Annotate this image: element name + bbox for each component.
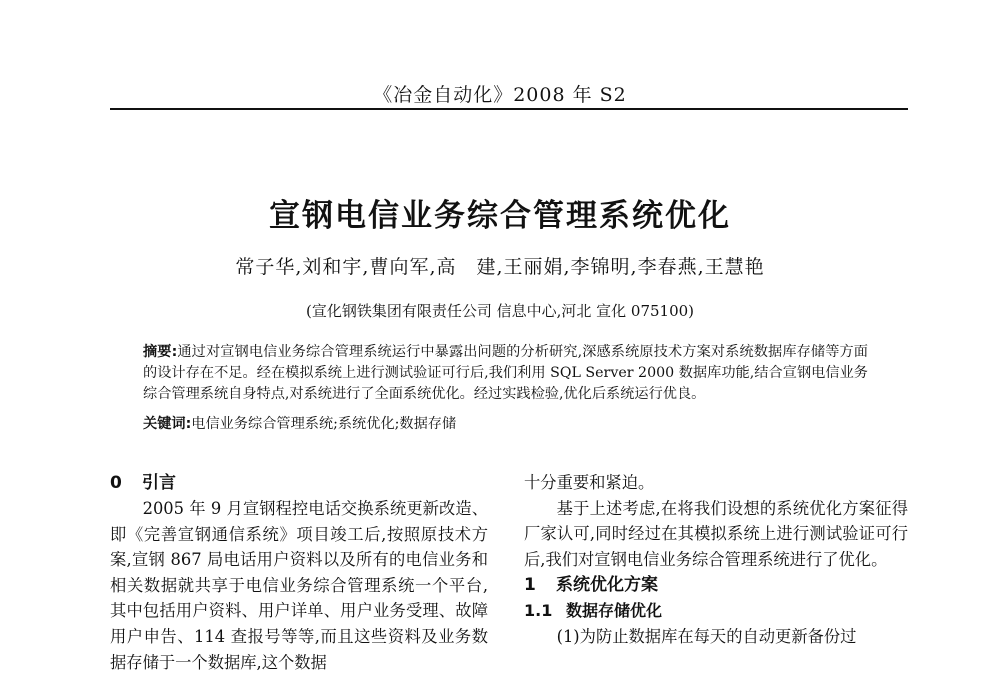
abstract-label: 摘要: [143,344,178,360]
affiliation: (宣化钢铁集团有限责任公司 信息中心,河北 宣化 075100) [305,302,695,320]
keywords [143,414,868,435]
keywords-label: 关键词: [143,416,192,432]
left-column [110,470,488,675]
list-item-text: (1)为防止数据库在每天的自动更新备份过 [556,627,857,647]
subsection-number: 1.1 [524,601,553,621]
section-heading-intro [110,470,488,496]
right-paragraph: 基于上述考虑,在将我们设想的系统优化方案征得厂家认可,同时经过在其模拟系统上进行测试验证可行后,我们对宣钢电信业务综合管理系统进行了优化。 [524,498,908,569]
author-list: 常子华,刘和宇,曹向军,高 建,王丽娟,李锦明,李春燕,王慧艳 [235,256,765,278]
right-column [524,470,908,650]
section-heading-optimization [524,572,908,598]
section-number: 0 [110,473,122,493]
abstract [143,342,868,405]
section-number: 1 [524,575,536,596]
paper-title: 宣钢电信业务综合管理系统优化 [269,198,731,234]
section-title: 系统优化方案 [556,575,658,596]
intro-paragraph: 2005 年 9 月宣钢程控电话交换系统更新改造、即《完善宣钢通信系统》项目竣工后,按照原技术方案,宣钢 867 局电话用户资料以及所有的电信业务和相关数据就共享于电信业务综合管理系统一个平台,其中包括用户资料、用户详单、用户业务受理、故障用户申告、114 查报号等等,而且这些资料及业务数据存储于一个数据库,这个数据 [110,499,488,672]
header-rule [110,108,908,110]
subsection-title: 数据存储优化 [566,601,663,621]
section-title: 引言 [142,473,176,493]
continuation-text: 十分重要和紧迫。 [524,473,655,492]
journal-header: 《冶金自动化》2008 年 S2 [373,84,627,106]
keywords-text: 电信业务综合管理系统;系统优化;数据存储 [191,416,457,432]
abstract-text: 通过对宣钢电信业务综合管理系统运行中暴露出问题的分析研究,深感系统原技术方案对系统数据库存储等方面的设计存在不足。经在模拟系统上进行测试验证可行后,我们利用 SQL Server 2000 数据库功能,结合宣钢电信业务综合管理系统自身特点,对系统进行了全面系统优化。经过实践检验,优化后系统运行优良。 [143,344,868,402]
subsection-heading [524,598,908,624]
